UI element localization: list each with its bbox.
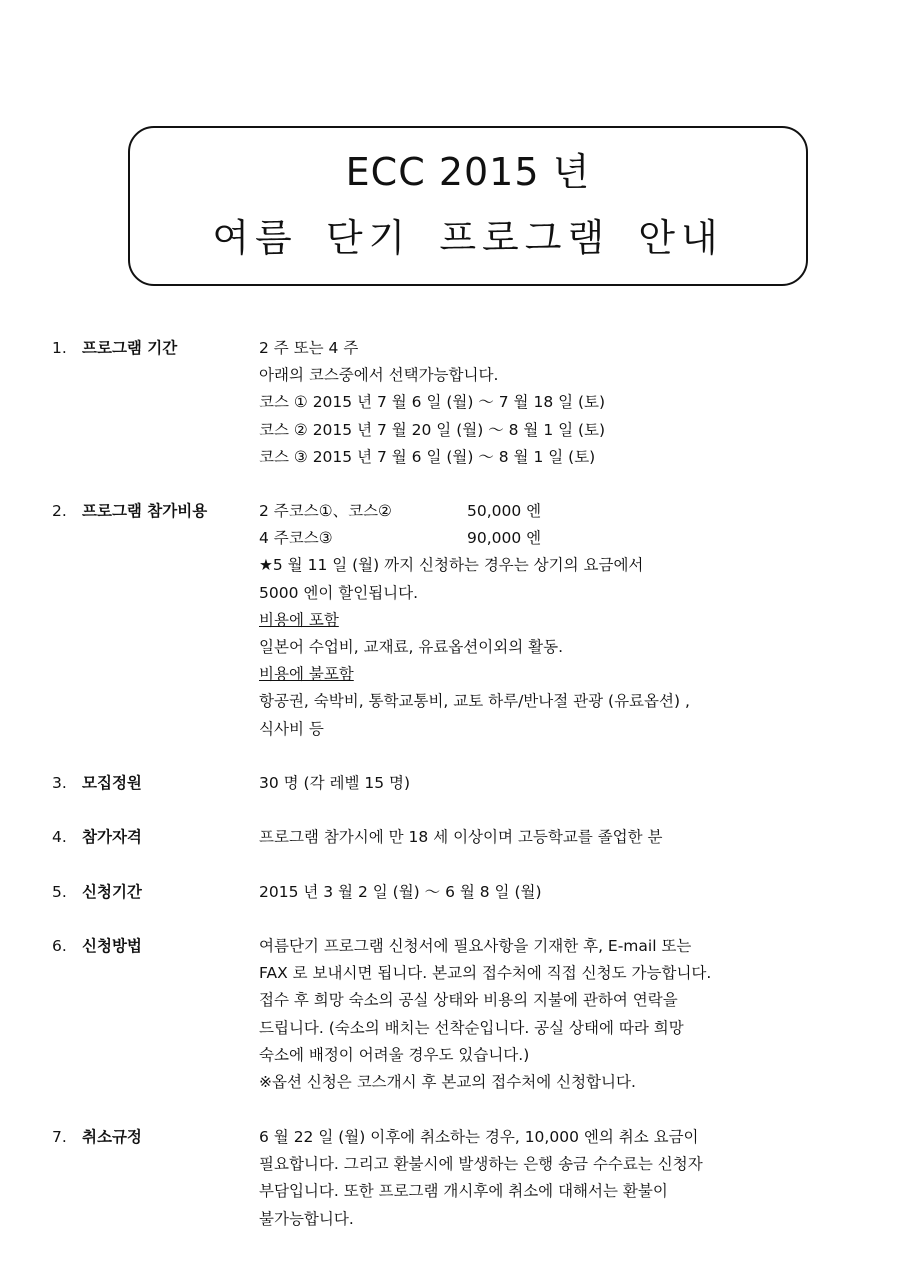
fee-row-2week [259, 498, 879, 525]
discount-note: ★5 월 11 일 (월) 까지 신청하는 경우는 상기의 요금에서 [259, 556, 644, 575]
fee-course-name: 2 주코스①、코스② [259, 502, 392, 520]
course-1-dates: 코스 ① 2015 년 7 월 6 일 (월) ～ 7 월 18 일 (토) [259, 393, 606, 412]
document-subtitle: 여름 단기 프로그램 안내 [212, 216, 724, 260]
section-number: 6. [52, 937, 67, 955]
method-line: 드립니다. (숙소의 배치는 선착순입니다. 공실 상태에 따라 희망 [259, 1018, 684, 1037]
title-box [128, 126, 808, 286]
fee-row-4week [259, 525, 879, 552]
period-note: 아래의 코스중에서 선택가능합니다. [259, 366, 499, 385]
method-line: 여름단기 프로그램 신청서에 필요사항을 기재한 후, E-mail 또는 [259, 937, 692, 955]
section-number: 5. [52, 883, 67, 901]
capacity-text: 30 명 (각 레벨 15 명) [259, 774, 411, 792]
section-content [259, 498, 879, 743]
cancel-line: 불가능합니다. [259, 1209, 354, 1228]
document-title: ECC 2015 년 [345, 150, 591, 194]
cancel-line: 6 월 22 일 (월) 이후에 취소하는 경우, 10,000 엔의 취소 요금이 [259, 1128, 699, 1146]
section-label: 모집정원 [82, 774, 142, 792]
section-number: 1. [52, 339, 67, 357]
section-content [259, 824, 879, 851]
eligibility-text: 프로그램 참가시에 만 18 세 이상이며 고등학교를 졸업한 분 [259, 828, 663, 846]
excluded-items-2: 식사비 등 [259, 719, 324, 738]
section-label: 신청기간 [82, 883, 142, 901]
included-heading: 비용에 포함 [259, 610, 339, 629]
fee-course-name: 4 주코스③ [259, 529, 333, 548]
section-number: 3. [52, 774, 67, 792]
section-number: 7. [52, 1128, 67, 1146]
section-number: 4. [52, 828, 67, 846]
option-note: ※옵션 신청은 코스개시 후 본교의 접수처에 신청합니다. [259, 1072, 636, 1091]
section-label: 취소규정 [82, 1128, 142, 1146]
section-label: 프로그램 참가비용 [82, 502, 208, 520]
section-content [259, 335, 879, 471]
fee-amount: 50,000 엔 [467, 502, 542, 520]
included-items: 일본어 수업비, 교재료, 유료옵션이외의 활동. [259, 637, 564, 656]
course-3-dates: 코스 ③ 2015 년 7 월 6 일 (월) ～ 8 월 1 일 (토) [259, 447, 596, 466]
section-content [259, 933, 879, 1096]
section-label: 프로그램 기간 [82, 339, 178, 357]
cancel-line: 부담입니다. 또한 프로그램 개시후에 취소에 대해서는 환불이 [259, 1182, 668, 1201]
method-line: FAX 로 보내시면 됩니다. 본교의 접수처에 직접 신청도 가능합니다. [259, 964, 712, 983]
method-line: 숙소에 배정이 어려울 경우도 있습니다.) [259, 1045, 530, 1064]
course-2-dates: 코스 ② 2015 년 7 월 20 일 (월) ～ 8 월 1 일 (토) [259, 420, 606, 439]
cancel-line: 필요합니다. 그리고 환불시에 발생하는 은행 송금 수수료는 신청자 [259, 1155, 703, 1174]
excluded-heading: 비용에 불포함 [259, 665, 354, 684]
fee-amount: 90,000 엔 [467, 529, 542, 548]
method-line: 접수 후 희망 숙소의 공실 상태와 비용의 지불에 관하여 연락을 [259, 991, 678, 1010]
excluded-items: 항공권, 숙박비, 통학교통비, 교토 하루/반나절 관광 (유료옵션) , [259, 692, 690, 711]
section-content [259, 879, 879, 906]
section-label: 신청방법 [82, 937, 142, 955]
application-period-text: 2015 년 3 월 2 일 (월) ～ 6 월 8 일 (월) [259, 883, 542, 901]
discount-note-2: 5000 엔이 할인됩니다. [259, 583, 419, 602]
period-duration: 2 주 또는 4 주 [259, 339, 359, 357]
section-label: 참가자격 [82, 828, 142, 846]
section-content [259, 1124, 879, 1233]
section-number: 2. [52, 502, 67, 520]
section-content [259, 770, 879, 797]
